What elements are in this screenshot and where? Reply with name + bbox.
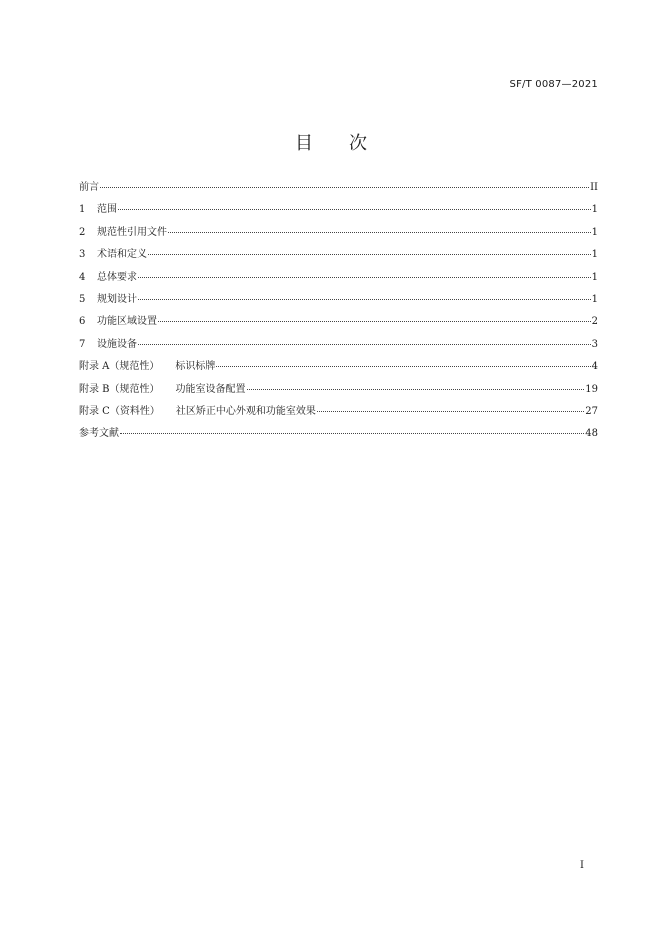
toc-entry-page: 1 [591, 293, 598, 305]
toc-entry-appendix-b[interactable] [79, 382, 598, 404]
toc-entry-title: 范围 [97, 204, 117, 216]
dot-leader [138, 336, 591, 345]
toc-entry-page: 1 [591, 204, 598, 216]
dot-leader [247, 381, 585, 390]
toc-entry-number: 7 [79, 338, 86, 350]
dot-leader [138, 269, 591, 278]
toc-entry-general-requirements[interactable] [79, 270, 598, 292]
document-code: SF/T 0087—2021 [509, 79, 598, 90]
toc-entry-page: 48 [585, 428, 598, 440]
dot-leader [138, 291, 591, 300]
dot-leader [148, 246, 591, 255]
toc-entry-number: 2 [79, 226, 86, 238]
toc-list [79, 180, 598, 449]
dot-leader [158, 313, 591, 322]
toc-entry-title: 社区矫正中心外观和功能室效果 [175, 405, 316, 417]
page-number: I [580, 860, 584, 871]
toc-entry-number: 3 [79, 249, 86, 261]
toc-entry-title: 规划设计 [97, 293, 137, 305]
toc-entry-title: 标识标牌 [175, 361, 216, 373]
toc-title: 目 次 [295, 133, 367, 154]
toc-entry-page: 2 [591, 316, 598, 328]
toc-entry-appendix-label: 附录 C（资料性） [79, 405, 160, 417]
toc-entry-scope[interactable] [79, 202, 598, 224]
toc-entry-title: 总体要求 [97, 271, 137, 283]
dot-leader [100, 179, 589, 188]
toc-entry-number: 1 [79, 204, 86, 216]
dot-leader [118, 201, 591, 210]
toc-entry-facilities-equipment[interactable] [79, 337, 598, 359]
toc-entry-functional-areas[interactable] [79, 314, 598, 336]
toc-entry-number: 6 [79, 316, 86, 328]
toc-entry-page: 1 [591, 271, 598, 283]
toc-entry-page: II [590, 182, 598, 193]
dot-leader [120, 425, 584, 434]
toc-entry-title: 术语和定义 [97, 249, 147, 261]
toc-entry-title: 规范性引用文件 [97, 226, 167, 238]
toc-entry-number: 5 [79, 293, 86, 305]
toc-entry-page: 1 [591, 226, 598, 238]
dot-leader [216, 358, 590, 367]
toc-entry-number: 4 [79, 271, 86, 283]
toc-entry-title: 前言 [79, 182, 99, 193]
toc-entry-terms-definitions[interactable] [79, 247, 598, 269]
toc-entry-appendix-label: 附录 B（规范性） [79, 383, 160, 395]
toc-entry-appendix-c[interactable] [79, 404, 598, 426]
toc-entry-foreword[interactable] [79, 180, 598, 202]
dot-leader [168, 224, 591, 233]
dot-leader [317, 403, 584, 412]
toc-entry-page: 1 [591, 249, 598, 261]
toc-entry-planning-design[interactable] [79, 292, 598, 314]
toc-entry-title: 参考文献 [79, 428, 119, 440]
toc-entry-appendix-a[interactable] [79, 359, 598, 381]
toc-entry-page: 4 [591, 361, 598, 373]
toc-entry-page: 3 [591, 338, 598, 350]
toc-entry-appendix-label: 附录 A（规范性） [79, 361, 160, 373]
toc-entry-title: 功能区域设置 [97, 316, 157, 328]
toc-entry-page: 27 [585, 405, 598, 417]
toc-entry-normative-references[interactable] [79, 225, 598, 247]
toc-entry-page: 19 [585, 383, 598, 395]
toc-entry-bibliography[interactable] [79, 426, 598, 448]
toc-entry-title: 设施设备 [97, 338, 137, 350]
toc-entry-title: 功能室设备配置 [175, 383, 246, 395]
